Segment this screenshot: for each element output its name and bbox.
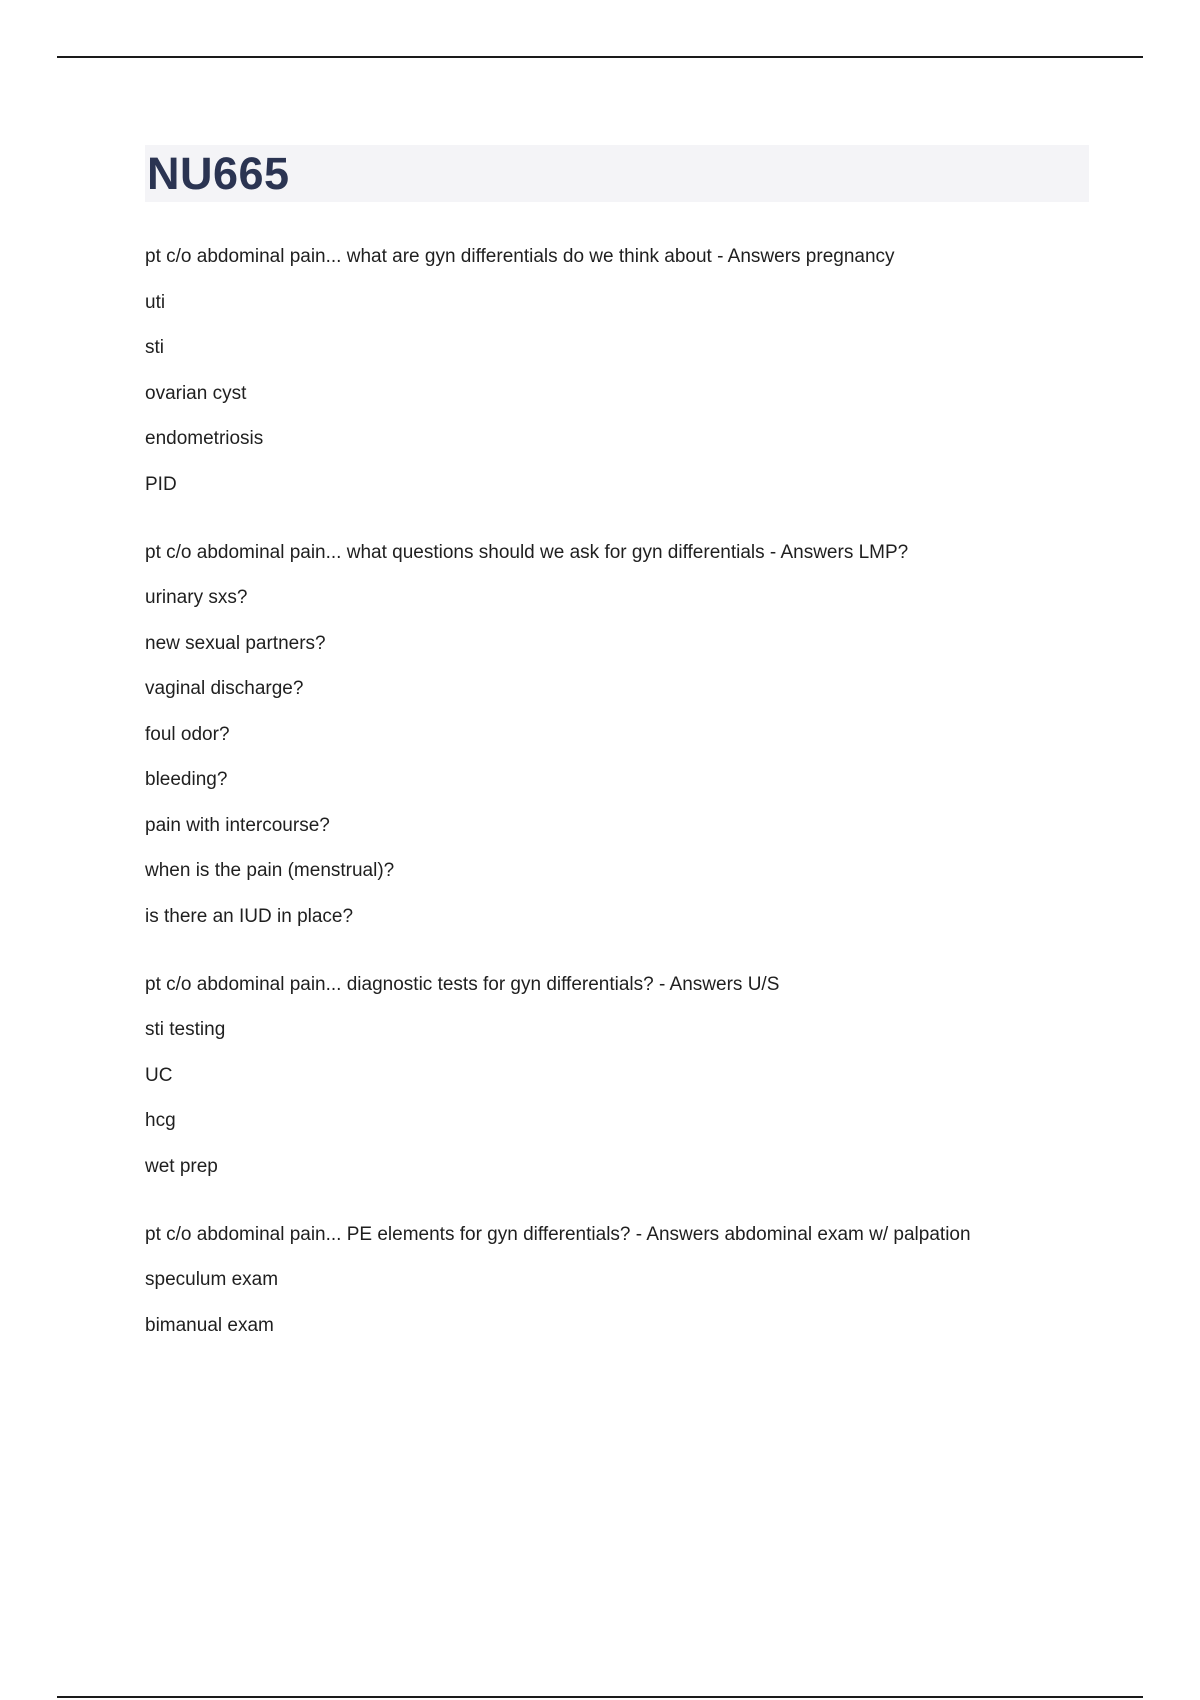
answer-line: sti: [145, 337, 164, 358]
qa-card: [145, 246, 1105, 496]
answer-line: new sexual partners?: [145, 632, 326, 654]
answer-line: urinary sxs?: [145, 587, 248, 608]
answer-line: speculum exam: [145, 1269, 279, 1290]
answer-line: bleeding?: [145, 769, 228, 790]
question-line: pt c/o abdominal pain... what questions should we ask for gyn differentials - Answers LMP?: [145, 541, 909, 563]
title-banner: [145, 145, 1089, 202]
page-title: NU665: [147, 148, 290, 199]
question-line: pt c/o abdominal pain... what are gyn differentials do we think about - Answers pregnancy: [145, 246, 895, 267]
answer-line: uti: [145, 291, 166, 313]
footer-rule: [57, 1696, 1143, 1698]
answer-line: pain with intercourse?: [145, 814, 330, 836]
qa-card: [145, 542, 1105, 928]
answer-line: hcg: [145, 1110, 176, 1131]
header-rule: [57, 56, 1143, 58]
answer-line: PID: [145, 473, 177, 495]
question-line: pt c/o abdominal pain... diagnostic tests for gyn differentials? - Answers U/S: [145, 973, 780, 995]
answer-line: wet prep: [145, 1155, 218, 1177]
question-line: pt c/o abdominal pain... PE elements for gyn differentials? - Answers abdominal exam w/ palpation: [145, 1223, 971, 1245]
answer-line: sti testing: [145, 1019, 226, 1040]
answer-line: UC: [145, 1064, 173, 1086]
answer-line: is there an IUD in place?: [145, 905, 354, 927]
answer-line: foul odor?: [145, 723, 230, 745]
answer-line: vaginal discharge?: [145, 678, 304, 699]
qa-card: [145, 1224, 1105, 1337]
document-body: [145, 246, 1105, 1383]
qa-card: [145, 974, 1105, 1178]
answer-line: ovarian cyst: [145, 382, 247, 404]
answer-line: endometriosis: [145, 428, 264, 449]
answer-line: bimanual exam: [145, 1314, 274, 1336]
answer-line: when is the pain (menstrual)?: [145, 860, 395, 881]
